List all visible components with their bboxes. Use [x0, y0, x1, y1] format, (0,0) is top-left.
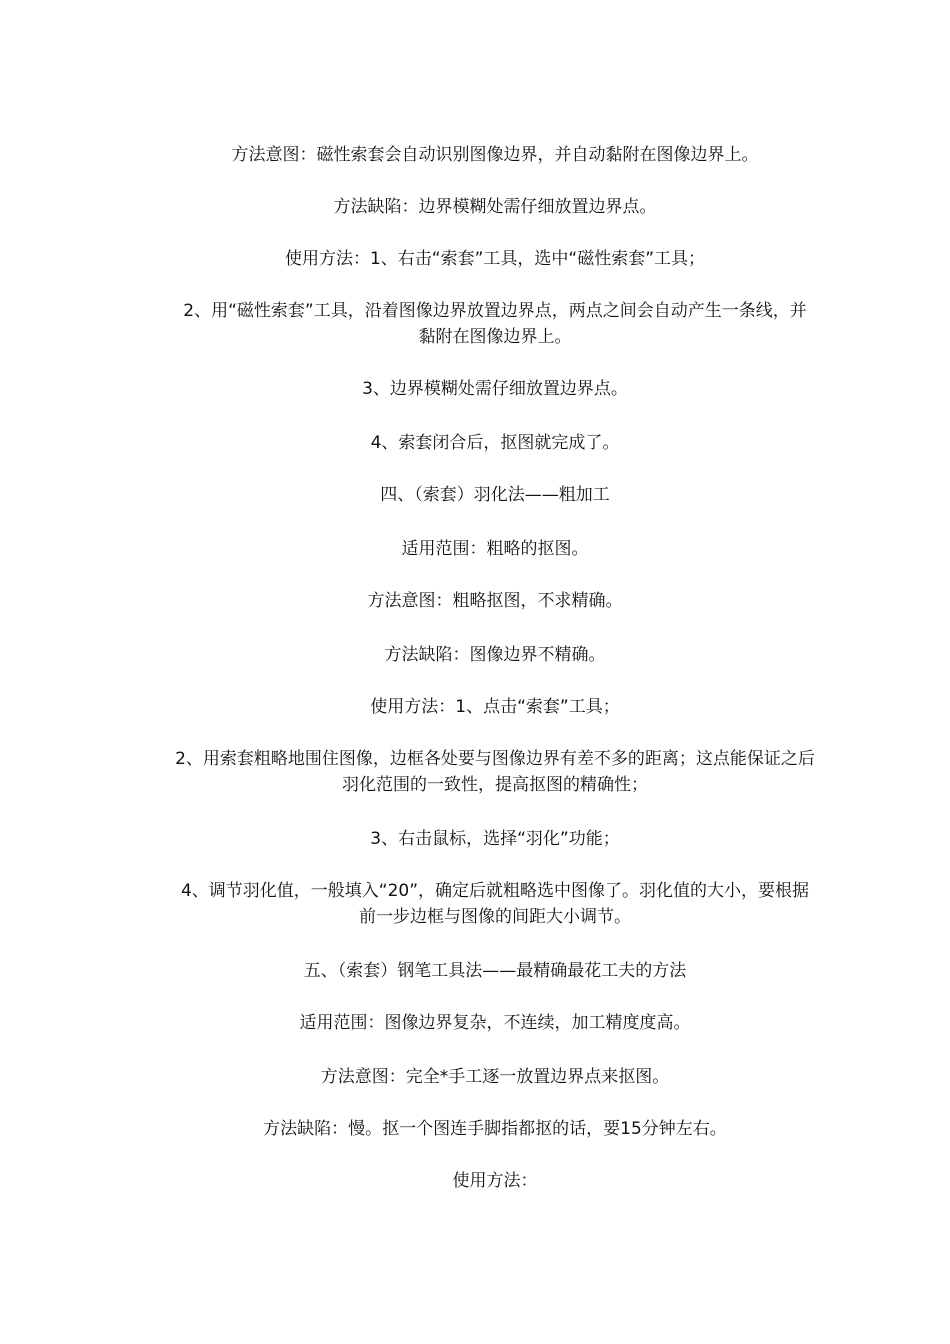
paragraph-magnetic-defect: 方法缺陷：边界模糊处需仔细放置边界点。: [333, 197, 657, 217]
paragraph-feather-intent: 方法意图：粗略抠图，不求精确。: [367, 591, 623, 611]
paragraph-feather-defect: 方法缺陷：图像边界不精确。: [384, 645, 606, 665]
paragraph-pen-usage: 使用方法：: [452, 1171, 538, 1191]
paragraph-magnetic-usage-4: 4、索套闭合后，抠图就完成了。: [370, 433, 620, 453]
paragraph-feather-usage-2: 2、用索套粗略地围住图像，边框各处要与图像边界有差不多的距离；这点能保证之后羽化范围的一致性，提高抠图的精确性；: [175, 749, 815, 795]
paragraph-feather-scope: 适用范围：粗略的抠图。: [401, 539, 589, 559]
section-heading-pen: 五、（索套）钢笔工具法——最精确最花工夫的方法: [303, 961, 687, 981]
paragraph-pen-intent: 方法意图：完全*手工逐一放置边界点来抠图。: [320, 1067, 670, 1087]
paragraph-feather-usage-3: 3、右击鼠标，选择“羽化”功能；: [370, 829, 620, 849]
paragraph-magnetic-usage-2: 2、用“磁性索套”工具，沿着图像边界放置边界点，两点之间会自动产生一条线，并黏附在图像边界上。: [183, 301, 807, 347]
paragraph-pen-defect: 方法缺陷：慢。抠一个图连手脚指都抠的话，要15分钟左右。: [263, 1119, 727, 1139]
paragraph-feather-usage-1: 使用方法：1、点击“索套”工具；: [370, 697, 620, 717]
paragraph-feather-usage-4: 4、调节羽化值，一般填入“20”，确定后就粗略选中图像了。羽化值的大小，要根据前一步边框与图像的间距大小调节。: [180, 881, 810, 927]
paragraph-magnetic-intent: 方法意图：磁性索套会自动识别图像边界，并自动黏附在图像边界上。: [231, 145, 759, 165]
section-heading-feather: 四、（索套）羽化法——粗加工: [380, 485, 610, 505]
paragraph-magnetic-usage-1: 使用方法：1、右击“索套”工具，选中“磁性索套”工具；: [284, 249, 706, 269]
paragraph-magnetic-usage-3: 3、边界模糊处需仔细放置边界点。: [362, 379, 628, 399]
paragraph-pen-scope: 适用范围：图像边界复杂，不连续，加工精度度高。: [299, 1013, 691, 1033]
